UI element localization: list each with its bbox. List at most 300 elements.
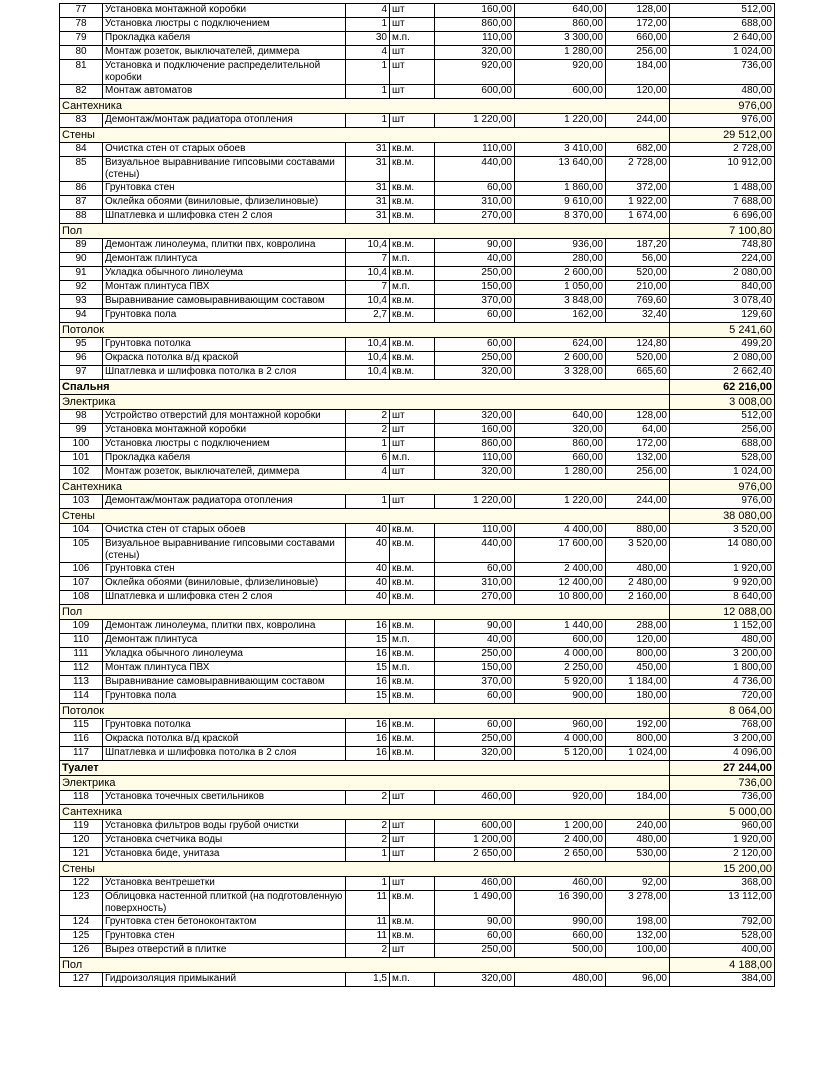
amount: 990,00 bbox=[515, 916, 606, 930]
unit-price: 60,00 bbox=[435, 309, 515, 323]
unit: кв.м. bbox=[390, 239, 435, 253]
work-name: Демонтаж плинтуса bbox=[103, 634, 346, 648]
category-total: 976,00 bbox=[670, 480, 775, 495]
quantity: 6 bbox=[346, 452, 390, 466]
row-number: 98 bbox=[60, 410, 103, 424]
discount: 32,40 bbox=[606, 309, 670, 323]
row-number: 110 bbox=[60, 634, 103, 648]
work-name: Грунтовка потолка bbox=[103, 338, 346, 352]
work-name: Грунтовка стен бетоноконтактом bbox=[103, 916, 346, 930]
work-name: Демонтаж линолеума, плитки пвх, ковролина bbox=[103, 239, 346, 253]
category-name: Сантехника bbox=[60, 480, 670, 495]
row-number: 117 bbox=[60, 747, 103, 761]
work-name: Гидроизоляция примыканий bbox=[103, 973, 346, 987]
work-name: Визуальное выравнивание гипсовыми составами (стены) bbox=[103, 538, 346, 563]
discount: 187,20 bbox=[606, 239, 670, 253]
discount: 180,00 bbox=[606, 690, 670, 704]
quantity: 2 bbox=[346, 834, 390, 848]
unit: кв.м. bbox=[390, 930, 435, 944]
category-header-row bbox=[60, 323, 775, 338]
quantity: 2 bbox=[346, 791, 390, 805]
unit: кв.м. bbox=[390, 577, 435, 591]
work-name: Установка точечных светильников bbox=[103, 791, 346, 805]
amount: 4 000,00 bbox=[515, 648, 606, 662]
unit: кв.м. bbox=[390, 524, 435, 538]
discount: 372,00 bbox=[606, 182, 670, 196]
unit: шт bbox=[390, 495, 435, 509]
table-row bbox=[60, 196, 775, 210]
row-total: 368,00 bbox=[670, 877, 775, 891]
unit-price: 310,00 bbox=[435, 577, 515, 591]
quantity: 1 bbox=[346, 495, 390, 509]
discount: 480,00 bbox=[606, 563, 670, 577]
discount: 192,00 bbox=[606, 719, 670, 733]
work-name: Окраска потолка в/д краской bbox=[103, 352, 346, 366]
table-row bbox=[60, 877, 775, 891]
row-number: 94 bbox=[60, 309, 103, 323]
amount: 3 328,00 bbox=[515, 366, 606, 380]
category-total: 15 200,00 bbox=[670, 862, 775, 877]
amount: 860,00 bbox=[515, 438, 606, 452]
category-total: 5 241,60 bbox=[670, 323, 775, 338]
unit-price: 250,00 bbox=[435, 733, 515, 747]
row-number: 88 bbox=[60, 210, 103, 224]
category-header-row bbox=[60, 605, 775, 620]
table-row bbox=[60, 410, 775, 424]
work-name: Грунтовка стен bbox=[103, 182, 346, 196]
row-number: 121 bbox=[60, 848, 103, 862]
unit-price: 1 200,00 bbox=[435, 834, 515, 848]
category-header-row bbox=[60, 395, 775, 410]
row-number: 109 bbox=[60, 620, 103, 634]
row-total: 528,00 bbox=[670, 452, 775, 466]
table-row bbox=[60, 747, 775, 761]
quantity: 16 bbox=[346, 733, 390, 747]
category-total: 976,00 bbox=[670, 99, 775, 114]
amount: 5 920,00 bbox=[515, 676, 606, 690]
quantity: 11 bbox=[346, 916, 390, 930]
unit: шт bbox=[390, 18, 435, 32]
quantity: 10,4 bbox=[346, 366, 390, 380]
unit: кв.м. bbox=[390, 747, 435, 761]
discount: 520,00 bbox=[606, 352, 670, 366]
quantity: 31 bbox=[346, 182, 390, 196]
discount: 256,00 bbox=[606, 46, 670, 60]
quantity: 2 bbox=[346, 944, 390, 958]
quantity: 15 bbox=[346, 662, 390, 676]
unit: кв.м. bbox=[390, 690, 435, 704]
discount: 450,00 bbox=[606, 662, 670, 676]
row-total: 8 640,00 bbox=[670, 591, 775, 605]
discount: 210,00 bbox=[606, 281, 670, 295]
discount: 1 024,00 bbox=[606, 747, 670, 761]
amount: 4 000,00 bbox=[515, 733, 606, 747]
quantity: 1,5 bbox=[346, 973, 390, 987]
discount: 530,00 bbox=[606, 848, 670, 862]
unit: кв.м. bbox=[390, 563, 435, 577]
row-number: 96 bbox=[60, 352, 103, 366]
unit-price: 270,00 bbox=[435, 591, 515, 605]
row-total: 1 800,00 bbox=[670, 662, 775, 676]
work-name: Демонтаж/монтаж радиатора отопления bbox=[103, 114, 346, 128]
row-number: 78 bbox=[60, 18, 103, 32]
amount: 920,00 bbox=[515, 60, 606, 85]
unit-price: 440,00 bbox=[435, 538, 515, 563]
work-name: Монтаж плинтуса ПВХ bbox=[103, 662, 346, 676]
row-number: 108 bbox=[60, 591, 103, 605]
unit-price: 90,00 bbox=[435, 620, 515, 634]
table-row bbox=[60, 577, 775, 591]
table-row bbox=[60, 157, 775, 182]
table-row bbox=[60, 60, 775, 85]
table-row bbox=[60, 944, 775, 958]
category-name: Электрика bbox=[60, 776, 670, 791]
row-number: 93 bbox=[60, 295, 103, 309]
row-total: 480,00 bbox=[670, 85, 775, 99]
table-row bbox=[60, 634, 775, 648]
unit-price: 440,00 bbox=[435, 157, 515, 182]
row-total: 7 688,00 bbox=[670, 196, 775, 210]
unit-price: 60,00 bbox=[435, 690, 515, 704]
unit: кв.м. bbox=[390, 143, 435, 157]
unit: кв.м. bbox=[390, 538, 435, 563]
discount: 184,00 bbox=[606, 791, 670, 805]
row-number: 125 bbox=[60, 930, 103, 944]
row-number: 81 bbox=[60, 60, 103, 85]
work-name: Установка и подключение распределительной коробки bbox=[103, 60, 346, 85]
category-header-row bbox=[60, 128, 775, 143]
category-name: Сантехника bbox=[60, 805, 670, 820]
category-header-row bbox=[60, 958, 775, 973]
work-name: Выравнивание самовыравнивающим составом bbox=[103, 676, 346, 690]
category-total: 29 512,00 bbox=[670, 128, 775, 143]
quantity: 31 bbox=[346, 143, 390, 157]
discount: 520,00 bbox=[606, 267, 670, 281]
quantity: 16 bbox=[346, 648, 390, 662]
table-row bbox=[60, 352, 775, 366]
row-number: 116 bbox=[60, 733, 103, 747]
amount: 640,00 bbox=[515, 410, 606, 424]
row-total: 3 520,00 bbox=[670, 524, 775, 538]
quantity: 16 bbox=[346, 747, 390, 761]
work-name: Монтаж розеток, выключателей, диммера bbox=[103, 46, 346, 60]
unit-price: 90,00 bbox=[435, 916, 515, 930]
unit-price: 1 220,00 bbox=[435, 114, 515, 128]
amount: 660,00 bbox=[515, 930, 606, 944]
discount: 800,00 bbox=[606, 733, 670, 747]
quantity: 11 bbox=[346, 891, 390, 916]
unit: м.п. bbox=[390, 253, 435, 267]
table-row bbox=[60, 253, 775, 267]
unit-price: 310,00 bbox=[435, 196, 515, 210]
row-total: 1 024,00 bbox=[670, 466, 775, 480]
amount: 1 280,00 bbox=[515, 46, 606, 60]
row-number: 106 bbox=[60, 563, 103, 577]
row-number: 127 bbox=[60, 973, 103, 987]
work-name: Оклейка обоями (виниловые, флизелиновые) bbox=[103, 577, 346, 591]
work-name: Очистка стен от старых обоев bbox=[103, 143, 346, 157]
row-number: 101 bbox=[60, 452, 103, 466]
quantity: 1 bbox=[346, 877, 390, 891]
row-number: 104 bbox=[60, 524, 103, 538]
discount: 172,00 bbox=[606, 18, 670, 32]
row-number: 100 bbox=[60, 438, 103, 452]
estimate-table bbox=[59, 3, 775, 987]
table-row bbox=[60, 46, 775, 60]
work-name: Очистка стен от старых обоев bbox=[103, 524, 346, 538]
table-row bbox=[60, 85, 775, 99]
unit-price: 2 650,00 bbox=[435, 848, 515, 862]
row-total: 960,00 bbox=[670, 820, 775, 834]
unit: кв.м. bbox=[390, 352, 435, 366]
unit: кв.м. bbox=[390, 210, 435, 224]
row-total: 1 488,00 bbox=[670, 182, 775, 196]
table-row bbox=[60, 466, 775, 480]
row-number: 82 bbox=[60, 85, 103, 99]
quantity: 7 bbox=[346, 253, 390, 267]
category-header-row bbox=[60, 509, 775, 524]
amount: 17 600,00 bbox=[515, 538, 606, 563]
work-name: Демонтаж/монтаж радиатора отопления bbox=[103, 495, 346, 509]
unit: шт bbox=[390, 944, 435, 958]
amount: 2 600,00 bbox=[515, 352, 606, 366]
row-total: 840,00 bbox=[670, 281, 775, 295]
work-name: Установка люстры с подключением bbox=[103, 18, 346, 32]
unit-price: 460,00 bbox=[435, 791, 515, 805]
row-number: 107 bbox=[60, 577, 103, 591]
amount: 13 640,00 bbox=[515, 157, 606, 182]
unit: кв.м. bbox=[390, 891, 435, 916]
amount: 1 200,00 bbox=[515, 820, 606, 834]
table-row bbox=[60, 281, 775, 295]
amount: 660,00 bbox=[515, 452, 606, 466]
amount: 3 848,00 bbox=[515, 295, 606, 309]
table-row bbox=[60, 182, 775, 196]
table-row bbox=[60, 18, 775, 32]
table-row bbox=[60, 114, 775, 128]
unit-price: 600,00 bbox=[435, 820, 515, 834]
quantity: 2 bbox=[346, 424, 390, 438]
work-name: Грунтовка потолка bbox=[103, 719, 346, 733]
category-total: 736,00 bbox=[670, 776, 775, 791]
discount: 240,00 bbox=[606, 820, 670, 834]
quantity: 40 bbox=[346, 563, 390, 577]
table-row bbox=[60, 820, 775, 834]
row-total: 3 200,00 bbox=[670, 733, 775, 747]
work-name: Установка счетчика воды bbox=[103, 834, 346, 848]
row-total: 688,00 bbox=[670, 18, 775, 32]
estimate-table-body bbox=[60, 4, 775, 987]
category-name: Стены bbox=[60, 862, 670, 877]
unit-price: 370,00 bbox=[435, 295, 515, 309]
row-number: 77 bbox=[60, 4, 103, 18]
row-total: 736,00 bbox=[670, 791, 775, 805]
quantity: 31 bbox=[346, 157, 390, 182]
row-number: 90 bbox=[60, 253, 103, 267]
row-total: 13 112,00 bbox=[670, 891, 775, 916]
table-row bbox=[60, 690, 775, 704]
work-name: Устройство отверстий для монтажной коробки bbox=[103, 410, 346, 424]
row-number: 118 bbox=[60, 791, 103, 805]
amount: 640,00 bbox=[515, 4, 606, 18]
work-name: Шпатлевка и шлифовка стен 2 слоя bbox=[103, 591, 346, 605]
amount: 1 050,00 bbox=[515, 281, 606, 295]
discount: 3 520,00 bbox=[606, 538, 670, 563]
quantity: 15 bbox=[346, 690, 390, 704]
row-total: 2 728,00 bbox=[670, 143, 775, 157]
unit-price: 370,00 bbox=[435, 676, 515, 690]
quantity: 40 bbox=[346, 577, 390, 591]
category-name: Пол bbox=[60, 224, 670, 239]
quantity: 40 bbox=[346, 524, 390, 538]
category-header-row bbox=[60, 862, 775, 877]
row-total: 2 080,00 bbox=[670, 352, 775, 366]
row-number: 102 bbox=[60, 466, 103, 480]
discount: 244,00 bbox=[606, 495, 670, 509]
category-name: Сантехника bbox=[60, 99, 670, 114]
category-total: 8 064,00 bbox=[670, 704, 775, 719]
room-name: Спальня bbox=[60, 380, 670, 395]
work-name: Шпатлевка и шлифовка потолка в 2 слоя bbox=[103, 366, 346, 380]
table-row bbox=[60, 916, 775, 930]
table-row bbox=[60, 366, 775, 380]
row-total: 2 120,00 bbox=[670, 848, 775, 862]
row-number: 97 bbox=[60, 366, 103, 380]
amount: 1 280,00 bbox=[515, 466, 606, 480]
unit: шт bbox=[390, 4, 435, 18]
row-total: 792,00 bbox=[670, 916, 775, 930]
table-row bbox=[60, 495, 775, 509]
unit: м.п. bbox=[390, 634, 435, 648]
unit-price: 110,00 bbox=[435, 143, 515, 157]
row-number: 112 bbox=[60, 662, 103, 676]
table-row bbox=[60, 848, 775, 862]
work-name: Грунтовка пола bbox=[103, 690, 346, 704]
discount: 100,00 bbox=[606, 944, 670, 958]
amount: 320,00 bbox=[515, 424, 606, 438]
category-name: Пол bbox=[60, 958, 670, 973]
row-number: 119 bbox=[60, 820, 103, 834]
unit-price: 110,00 bbox=[435, 452, 515, 466]
table-row bbox=[60, 338, 775, 352]
table-row bbox=[60, 452, 775, 466]
unit: кв.м. bbox=[390, 591, 435, 605]
row-total: 512,00 bbox=[670, 4, 775, 18]
quantity: 31 bbox=[346, 196, 390, 210]
unit: кв.м. bbox=[390, 648, 435, 662]
quantity: 10,4 bbox=[346, 267, 390, 281]
category-total: 5 000,00 bbox=[670, 805, 775, 820]
amount: 10 800,00 bbox=[515, 591, 606, 605]
row-total: 528,00 bbox=[670, 930, 775, 944]
row-number: 80 bbox=[60, 46, 103, 60]
row-number: 103 bbox=[60, 495, 103, 509]
category-header-row bbox=[60, 704, 775, 719]
row-total: 4 096,00 bbox=[670, 747, 775, 761]
amount: 600,00 bbox=[515, 85, 606, 99]
amount: 2 400,00 bbox=[515, 563, 606, 577]
quantity: 2,7 bbox=[346, 309, 390, 323]
work-name: Грунтовка стен bbox=[103, 563, 346, 577]
room-header-row bbox=[60, 761, 775, 776]
row-number: 111 bbox=[60, 648, 103, 662]
unit: м.п. bbox=[390, 281, 435, 295]
table-row bbox=[60, 834, 775, 848]
unit-price: 320,00 bbox=[435, 366, 515, 380]
room-header-row bbox=[60, 380, 775, 395]
row-total: 10 912,00 bbox=[670, 157, 775, 182]
unit: шт bbox=[390, 424, 435, 438]
amount: 920,00 bbox=[515, 791, 606, 805]
category-header-row bbox=[60, 224, 775, 239]
table-row bbox=[60, 891, 775, 916]
work-name: Шпатлевка и шлифовка стен 2 слоя bbox=[103, 210, 346, 224]
category-header-row bbox=[60, 480, 775, 495]
work-name: Выравнивание самовыравнивающим составом bbox=[103, 295, 346, 309]
discount: 128,00 bbox=[606, 4, 670, 18]
quantity: 30 bbox=[346, 32, 390, 46]
row-number: 113 bbox=[60, 676, 103, 690]
row-number: 79 bbox=[60, 32, 103, 46]
amount: 460,00 bbox=[515, 877, 606, 891]
row-total: 384,00 bbox=[670, 973, 775, 987]
row-number: 99 bbox=[60, 424, 103, 438]
work-name: Установка монтажной коробки bbox=[103, 4, 346, 18]
row-number: 87 bbox=[60, 196, 103, 210]
row-total: 736,00 bbox=[670, 60, 775, 85]
quantity: 10,4 bbox=[346, 295, 390, 309]
amount: 2 250,00 bbox=[515, 662, 606, 676]
discount: 124,80 bbox=[606, 338, 670, 352]
amount: 500,00 bbox=[515, 944, 606, 958]
table-row bbox=[60, 524, 775, 538]
unit: шт bbox=[390, 46, 435, 60]
work-name: Укладка обычного линолеума bbox=[103, 648, 346, 662]
quantity: 4 bbox=[346, 466, 390, 480]
work-name: Облицовка настенной плиткой (на подготовленную поверхность) bbox=[103, 891, 346, 916]
unit-price: 250,00 bbox=[435, 648, 515, 662]
table-row bbox=[60, 4, 775, 18]
category-name: Потолок bbox=[60, 704, 670, 719]
category-total: 3 008,00 bbox=[670, 395, 775, 410]
unit: м.п. bbox=[390, 452, 435, 466]
unit: м.п. bbox=[390, 973, 435, 987]
discount: 1 674,00 bbox=[606, 210, 670, 224]
unit-price: 320,00 bbox=[435, 466, 515, 480]
work-name: Шпатлевка и шлифовка потолка в 2 слоя bbox=[103, 747, 346, 761]
room-name: Туалет bbox=[60, 761, 670, 776]
quantity: 40 bbox=[346, 591, 390, 605]
discount: 1 922,00 bbox=[606, 196, 670, 210]
unit: кв.м. bbox=[390, 267, 435, 281]
row-total: 2 080,00 bbox=[670, 267, 775, 281]
amount: 12 400,00 bbox=[515, 577, 606, 591]
row-total: 1 920,00 bbox=[670, 834, 775, 848]
unit-price: 250,00 bbox=[435, 944, 515, 958]
category-total: 4 188,00 bbox=[670, 958, 775, 973]
unit: шт bbox=[390, 848, 435, 862]
work-name: Прокладка кабеля bbox=[103, 32, 346, 46]
row-total: 256,00 bbox=[670, 424, 775, 438]
table-row bbox=[60, 309, 775, 323]
table-row bbox=[60, 791, 775, 805]
table-row bbox=[60, 210, 775, 224]
work-name: Монтаж розеток, выключателей, диммера bbox=[103, 466, 346, 480]
work-name: Визуальное выравнивание гипсовыми составами (стены) bbox=[103, 157, 346, 182]
work-name: Установка люстры с подключением bbox=[103, 438, 346, 452]
quantity: 4 bbox=[346, 4, 390, 18]
discount: 120,00 bbox=[606, 85, 670, 99]
